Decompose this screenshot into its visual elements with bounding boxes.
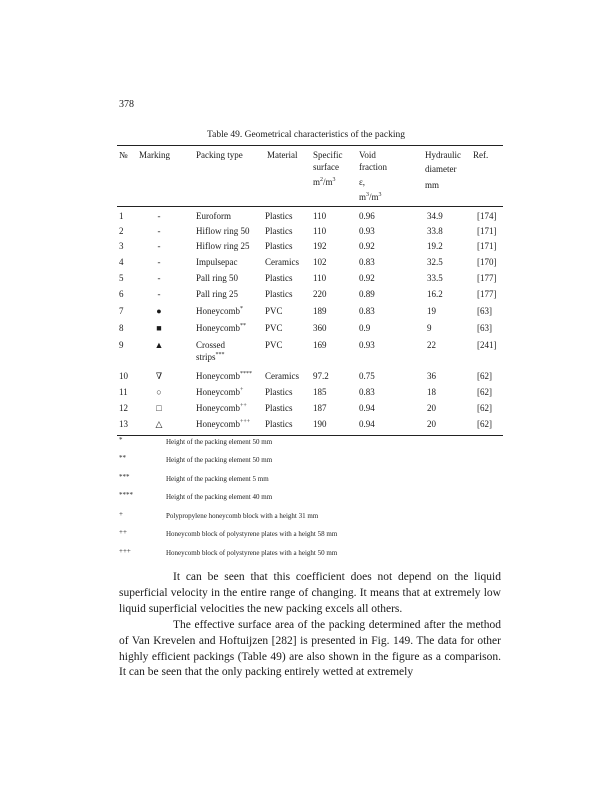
cell-packing-type-text: Honeycomb [196, 371, 240, 381]
page-number: 378 [119, 99, 134, 110]
cell-packing-type [196, 322, 246, 334]
cell-no: 8 [119, 323, 124, 333]
cell-surface: 110 [313, 211, 327, 221]
cell-packing-type-sup: *** [215, 352, 225, 358]
cell-surface: 110 [313, 273, 327, 283]
cell-void: 0.83 [359, 257, 375, 267]
cell-surface: 187 [313, 403, 327, 413]
cell-material: Plastics [265, 387, 293, 397]
footnote-symbol: *** [119, 473, 130, 481]
cell-packing-type [196, 288, 238, 300]
table-row [0, 339, 612, 367]
cell-hydraulic: 20 [427, 419, 436, 429]
header-no: № [119, 150, 128, 160]
cell-packing-type-sup: * [240, 306, 243, 312]
table-row [0, 240, 612, 254]
open-circle-icon: ○ [156, 387, 162, 397]
cell-material: Plastics [265, 241, 293, 251]
cell-void: 0.94 [359, 403, 375, 413]
cell-material: Plastics [265, 273, 293, 283]
cell-ref: [62] [477, 403, 492, 413]
cell-packing-type [196, 402, 247, 414]
cell-ref: [170] [477, 257, 497, 267]
cell-surface: 189 [313, 306, 327, 316]
cell-packing-type [196, 225, 250, 237]
table-row [0, 386, 612, 400]
cell-packing-type-text: Honeycomb [196, 323, 240, 333]
table-row [0, 370, 612, 384]
table-row [0, 225, 612, 239]
cell-no: 6 [119, 289, 124, 299]
cell-packing-type-sup: ** [240, 323, 246, 329]
header-void-line1: Void [359, 150, 376, 160]
header-surface-line2: surface [313, 162, 339, 172]
footnote [117, 492, 517, 506]
table-row [0, 402, 612, 416]
cell-packing-type-sup: +++ [240, 419, 251, 425]
table-row [0, 256, 612, 270]
footnote-text: Polypropylene honeycomb block with a height 31 mm [166, 512, 319, 520]
cell-packing-type [196, 240, 250, 252]
cell-hydraulic: 9 [427, 323, 432, 333]
cell-surface: 185 [313, 387, 327, 397]
cell-no: 1 [119, 211, 124, 221]
header-surface-unit [313, 176, 343, 188]
footnote-symbol: ** [119, 454, 126, 462]
open-inverted-triangle-icon: ∇ [155, 371, 163, 381]
cell-surface: 110 [313, 226, 327, 236]
cell-packing-type-sup: ++ [240, 403, 247, 409]
footnote-symbol: **** [119, 491, 133, 499]
header-void-unit-sup2: 3 [378, 192, 382, 198]
cell-packing-type [196, 256, 237, 268]
cell-ref: [63] [477, 323, 492, 333]
cell-packing-type-text: Hiflow ring 50 [196, 226, 250, 236]
header-void-symbol: ε, [359, 177, 366, 187]
cell-hydraulic: 22 [427, 340, 436, 350]
footnote [117, 455, 517, 469]
table-top-rule [117, 145, 503, 146]
cell-surface: 97.2 [313, 371, 329, 381]
cell-surface: 360 [313, 323, 327, 333]
footnote [117, 511, 517, 525]
cell-void: 0.93 [359, 340, 375, 350]
cell-hydraulic: 34.9 [427, 211, 443, 221]
marking-dash-icon: - [157, 273, 161, 283]
cell-void: 0.92 [359, 241, 375, 251]
cell-surface: 220 [313, 289, 327, 299]
footnote-text: Height of the packing element 40 mm [166, 493, 273, 501]
table-row [0, 288, 612, 302]
marking-dash-icon: - [157, 289, 161, 299]
cell-packing-type-text: Euroform [196, 211, 231, 221]
cell-hydraulic: 33.8 [427, 226, 443, 236]
cell-packing-type-text: Impulsepac [196, 257, 238, 267]
cell-ref: [63] [477, 306, 492, 316]
cell-no: 9 [119, 340, 124, 350]
table-row [0, 210, 612, 224]
table-row [0, 418, 612, 432]
footnote-symbol: + [119, 510, 123, 518]
cell-surface: 192 [313, 241, 327, 251]
cell-packing-type-text: Pall ring 50 [196, 273, 238, 283]
cell-no: 11 [119, 387, 128, 397]
cell-hydraulic: 32.5 [427, 257, 443, 267]
footnote [117, 548, 517, 562]
cell-no: 2 [119, 226, 124, 236]
table-caption: Table 49. Geometrical characteristics of the packing [207, 130, 405, 140]
filled-square-icon: ■ [156, 323, 162, 333]
header-hydraulic-line1: Hydraulic [425, 150, 461, 160]
filled-triangle-icon: ▲ [154, 340, 164, 350]
header-void-unit-mid: /m [369, 192, 379, 202]
header-void-unit-sup1: 3 [366, 192, 370, 198]
cell-surface: 169 [313, 340, 327, 350]
cell-surface: 102 [313, 257, 327, 267]
cell-ref: [177] [477, 273, 497, 283]
cell-material: Plastics [265, 289, 293, 299]
marking-dash-icon: - [157, 211, 161, 221]
header-void-unit [359, 191, 387, 203]
cell-packing-type [196, 305, 243, 317]
cell-hydraulic: 16.2 [427, 289, 443, 299]
header-surface-unit-mid: /m [323, 177, 333, 187]
cell-material: Plastics [265, 211, 293, 221]
cell-void: 0.94 [359, 419, 375, 429]
header-hydraulic-unit: mm [425, 180, 440, 190]
marking-dash-icon: - [157, 226, 161, 236]
cell-ref: [171] [477, 241, 497, 251]
cell-material: Ceramics [265, 257, 299, 267]
header-hydraulic [425, 149, 461, 191]
footnote-symbol: +++ [119, 547, 131, 555]
footnote-text: Height of the packing element 5 mm [166, 475, 269, 483]
marking-dash-icon: - [157, 241, 161, 251]
cell-no: 10 [119, 371, 128, 381]
cell-no: 7 [119, 306, 124, 316]
footnote-text: Honeycomb block of polystyrene plates with a height 50 mm [166, 549, 338, 557]
cell-void: 0.75 [359, 371, 375, 381]
cell-void: 0.83 [359, 387, 375, 397]
cell-hydraulic: 20 [427, 403, 436, 413]
cell-hydraulic: 36 [427, 371, 436, 381]
header-void-unit-base: m [359, 192, 367, 202]
header-surface-unit-sup2: 3 [332, 177, 336, 183]
cell-packing-type-text: Honeycomb [196, 419, 240, 429]
open-triangle-icon: △ [155, 419, 163, 429]
cell-ref: [62] [477, 419, 492, 429]
table-header-rule [117, 206, 503, 207]
cell-material: PVC [265, 340, 283, 350]
cell-void: 0.83 [359, 306, 375, 316]
cell-void: 0.96 [359, 211, 375, 221]
cell-void: 0.9 [359, 323, 371, 333]
cell-material: PVC [265, 323, 283, 333]
cell-material: PVC [265, 306, 283, 316]
cell-packing-type [196, 339, 225, 363]
cell-packing-type [196, 386, 243, 398]
cell-material: Plastics [265, 419, 293, 429]
paragraph: It can be seen that this coefficient does not depend on the liquid superficial velocity in the entire range of changing. It means that at extremely low liquid superficial velocities the new packing excels all others. [119, 571, 501, 615]
cell-packing-type [196, 210, 231, 222]
cell-hydraulic: 18 [427, 387, 436, 397]
cell-packing-type-text: Honeycomb [196, 306, 240, 316]
cell-void: 0.93 [359, 226, 375, 236]
footnote-text: Height of the packing element 50 mm [166, 456, 273, 464]
cell-packing-type [196, 370, 252, 382]
cell-packing-type-sup: **** [240, 371, 252, 377]
header-marking: Marking [139, 150, 170, 160]
cell-ref: [241] [477, 340, 497, 350]
table-row [0, 272, 612, 286]
cell-ref: [171] [477, 226, 497, 236]
filled-circle-icon: ● [156, 306, 162, 316]
cell-packing-type-text: Honeycomb [196, 387, 240, 397]
cell-hydraulic: 19.2 [427, 241, 443, 251]
open-square-icon: □ [156, 403, 162, 413]
cell-void: 0.89 [359, 289, 375, 299]
cell-surface: 190 [313, 419, 327, 429]
header-surface [313, 149, 343, 188]
cell-packing-type-text: Honeycomb [196, 403, 240, 413]
header-surface-unit-sup1: 2 [320, 177, 324, 183]
header-ref: Ref. [473, 150, 489, 160]
header-hydraulic-line2: diameter [425, 164, 457, 174]
cell-ref: [62] [477, 371, 492, 381]
cell-no: 4 [119, 257, 124, 267]
table-row [0, 305, 612, 319]
cell-void: 0.92 [359, 273, 375, 283]
footnote-symbol: * [119, 436, 123, 444]
footnote [117, 437, 517, 451]
cell-no: 3 [119, 241, 124, 251]
cell-hydraulic: 33.5 [427, 273, 443, 283]
cell-hydraulic: 19 [427, 306, 436, 316]
footnote-symbol: ++ [119, 528, 127, 536]
cell-ref: [177] [477, 289, 497, 299]
header-material: Material [267, 150, 298, 160]
cell-packing-type-line2: strips [196, 352, 216, 362]
table-bottom-rule [117, 435, 503, 436]
footnote [117, 529, 517, 543]
header-void [359, 149, 387, 203]
cell-packing-type-sup: + [240, 387, 244, 393]
cell-ref: [62] [477, 387, 492, 397]
footnote-text: Honeycomb block of polystyrene plates with a height 58 mm [166, 530, 338, 538]
body-text [119, 570, 501, 681]
cell-no: 5 [119, 273, 124, 283]
cell-material: Plastics [265, 403, 293, 413]
cell-material: Ceramics [265, 371, 299, 381]
marking-dash-icon: - [157, 257, 161, 267]
cell-packing-type [196, 418, 250, 430]
footnote-text: Height of the packing element 50 mm [166, 438, 273, 446]
paragraph: The effective surface area of the packing determined after the method of Van Krevelen and Hoftuijzen [282] is presented in Fig. 149. The data for other highly efficient packings (Table 49) are also shown in the figure as a comparison. It can be seen that the only packing entirely wetted at extremely [119, 618, 501, 679]
cell-no: 12 [119, 403, 128, 413]
cell-material: Plastics [265, 226, 293, 236]
header-packing-type: Packing type [196, 150, 243, 160]
cell-ref: [174] [477, 211, 497, 221]
table-row [0, 322, 612, 336]
cell-no: 13 [119, 419, 128, 429]
cell-packing-type [196, 272, 238, 284]
header-surface-unit-base: m [313, 177, 321, 187]
cell-packing-type-text: Hiflow ring 25 [196, 241, 250, 251]
footnote [117, 474, 517, 488]
header-void-line2: fraction [359, 162, 387, 172]
cell-packing-type-text: Crossed [196, 340, 225, 350]
header-surface-line1: Specific [313, 150, 343, 160]
cell-packing-type-text: Pall ring 25 [196, 289, 238, 299]
